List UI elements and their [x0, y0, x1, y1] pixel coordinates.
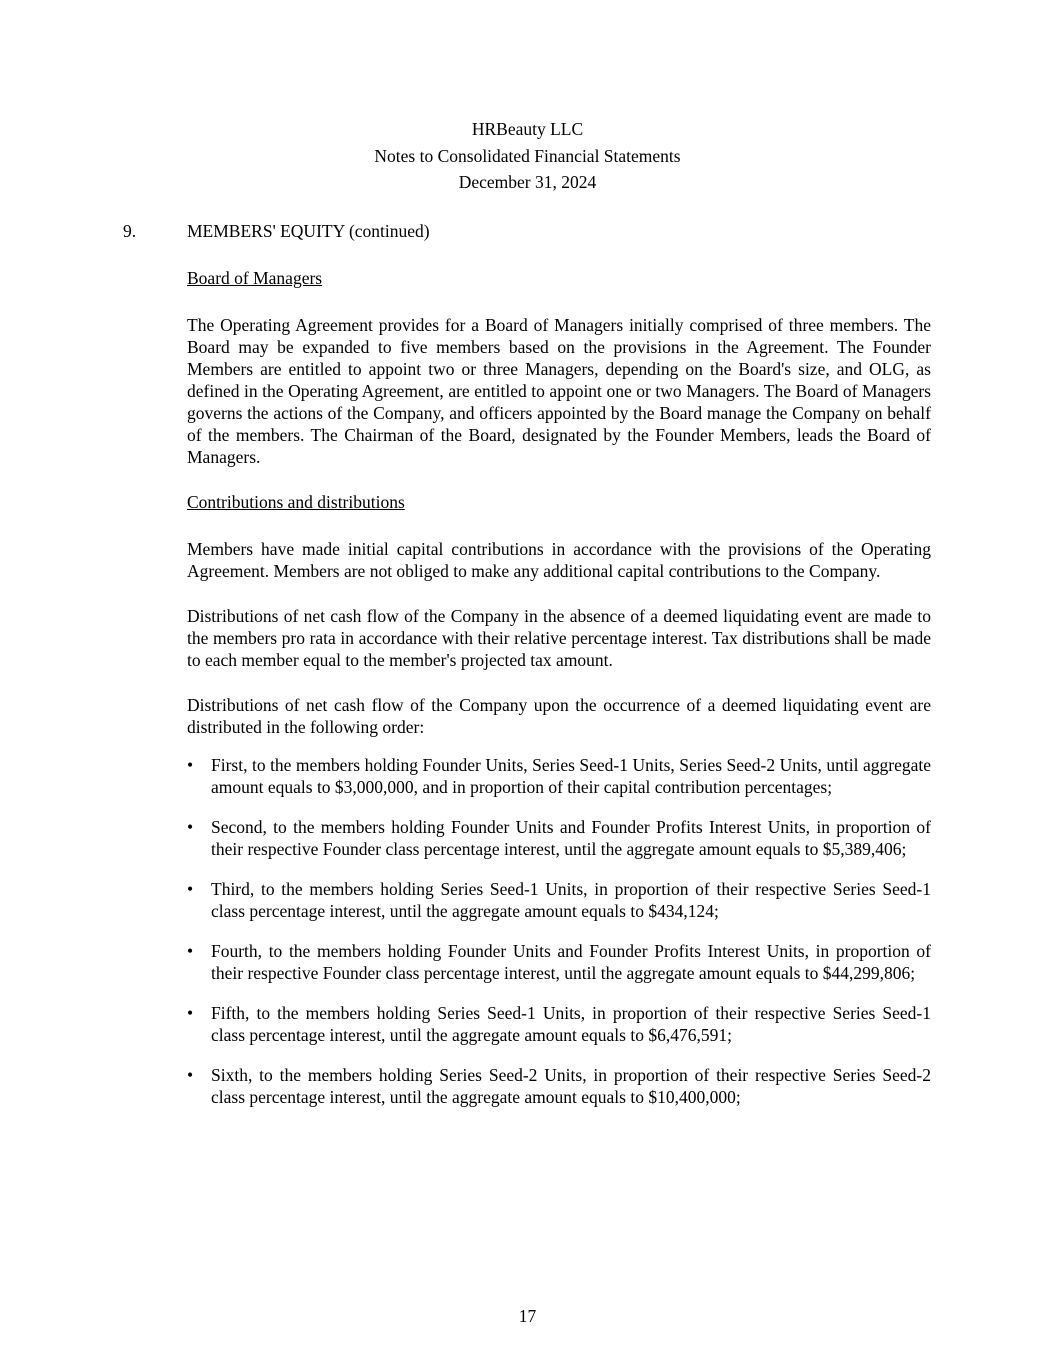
- page-footer: [0, 1305, 1055, 1327]
- section-heading: [123, 220, 931, 242]
- bullet-icon: •: [187, 879, 194, 899]
- bullet-icon: •: [187, 1065, 194, 1085]
- document-title: Notes to Consolidated Financial Statements: [374, 145, 681, 166]
- list-item-text: Sixth, to the members holding Series Seed-2 Units, in proportion of their respective Series Seed-2 class percentage interest, until the aggregate amount equals to $10,400,000;: [211, 1065, 931, 1107]
- page-number: 17: [518, 1306, 537, 1326]
- paragraph-board-of-managers: The Operating Agreement provides for a Board of Managers initially comprised of three members. The Board may be expanded to five members based on the provisions in the Agreement. The Founder Members are entitled to appoint two or three Managers, depending on the Board's size, and OLG, as defined in the Operating Agreement, are entitled to appoint one or two Managers. The Board of Managers governs the actions of the Company, and officers appointed by the Board manage the Company on behalf of the members. The Chairman of the Board, designated by the Founder Members, leads the Board of Managers.: [187, 315, 931, 467]
- section-number: 9.: [123, 221, 137, 241]
- list-item-first: [187, 754, 931, 798]
- bullet-icon: •: [187, 817, 194, 837]
- paragraph-liquidating-event-intro: Distributions of net cash flow of the Company upon the occurrence of a deemed liquidating event are distributed in the following order:: [187, 695, 931, 737]
- list-item-fifth: [187, 1002, 931, 1046]
- list-item-fourth: [187, 940, 931, 984]
- list-item-text: Third, to the members holding Series Seed-1 Units, in proportion of their respective Series Seed-1 class percentage interest, until the aggregate amount equals to $434,124;: [211, 879, 931, 921]
- bullet-icon: •: [187, 941, 194, 961]
- document-date: December 31, 2024: [458, 172, 597, 192]
- subheading-contributions-distributions: Contributions and distributions: [187, 492, 405, 512]
- bullet-icon: •: [187, 1003, 194, 1023]
- subheading-board-of-managers: Board of Managers: [187, 268, 323, 288]
- paragraph-distributions-pro-rata: Distributions of net cash flow of the Company in the absence of a deemed liquidating event are made to the members pro rata in accordance with their relative percentage interest. Tax distributions shall be made to each member equal to the member's projected tax amount.: [187, 606, 931, 670]
- list-item-text: Second, to the members holding Founder Units and Founder Profits Interest Units, in proportion of their respective Founder class percentage interest, until the aggregate amount equals to $5,389,406;: [211, 817, 931, 859]
- document-body: [123, 220, 931, 1126]
- list-item-text: Fourth, to the members holding Founder Units and Founder Profits Interest Units, in proportion of their respective Founder class percentage interest, until the aggregate amount equals to $44,299,806;: [211, 941, 931, 983]
- bullet-icon: •: [187, 755, 194, 775]
- document-header: [0, 116, 1055, 196]
- distribution-order-list: [187, 754, 931, 1108]
- list-item-second: [187, 816, 931, 860]
- list-item-sixth: [187, 1064, 931, 1108]
- list-item-text: Fifth, to the members holding Series Seed-1 Units, in proportion of their respective Series Seed-1 class percentage interest, until the aggregate amount equals to $6,476,591;: [211, 1003, 931, 1045]
- list-item-third: [187, 878, 931, 922]
- paragraph-initial-contributions: Members have made initial capital contributions in accordance with the provisions of the Operating Agreement. Members are not obliged to make any additional capital contributions to the Company.: [187, 539, 931, 581]
- section-title: MEMBERS' EQUITY (continued): [187, 221, 430, 241]
- company-name: HRBeauty LLC: [471, 119, 584, 139]
- list-item-text: First, to the members holding Founder Units, Series Seed-1 Units, Series Seed-2 Units, until aggregate amount equals to $3,000,000, and in proportion of their capital contribution percentages;: [211, 755, 931, 797]
